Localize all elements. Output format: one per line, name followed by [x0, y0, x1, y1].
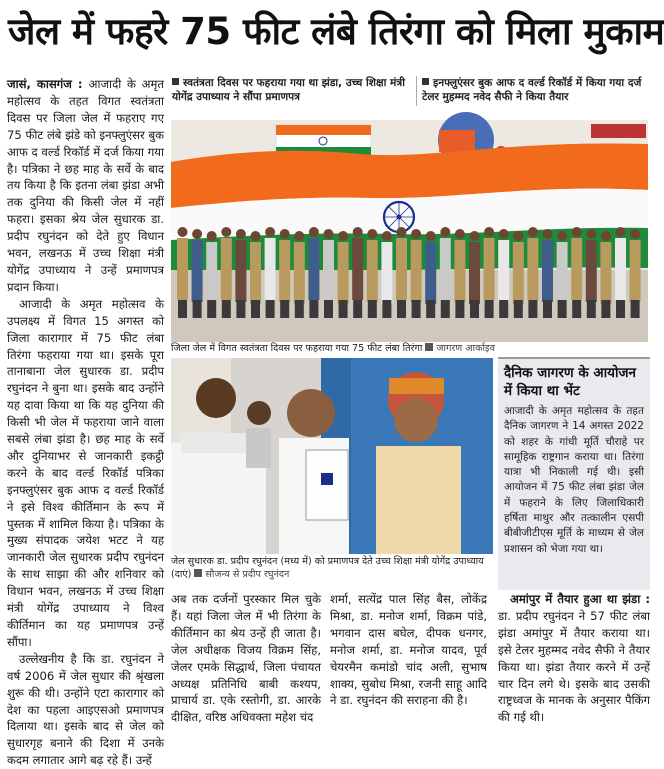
paragraph-3	[7, 651, 164, 769]
camera-icon	[425, 343, 433, 351]
flag-photo-caption	[171, 343, 648, 356]
article-column-1	[7, 76, 164, 768]
camera-icon	[194, 569, 202, 577]
paragraph-2-text: आजादी के अमृत महोत्सव के उपलक्ष्य में विगत 15 अगस्त को जिला कारागार में 75 फीट लंबा तिरंगा फहराया गया था। इसके पूरा तानाबाना जेल सुधारक डा. प्रदीप रघुनंदन ने बुना था। इसके बाद उन्होंने यह दावा किया था कि यह दुनिया की किसी भी जेल में फहराया जाने वाला सबसे लंबा झंडा है। छह माह के सर्वे और दुनियाभर से जानकारी इकट्ठी करने के बाद वर्ल्ड रिकॉर्ड पत्रिका इनफ्लुएंसर बुक आफ द वर्ल्ड रिकॉर्ड ने इसे विश्व कीर्तिमान के रूप में पुस्तक में शामिल किया है। पत्रिका के मुख्य संपादक जयेश भटट ने यह जानकारी जेल सुधारक प्रदीप रघुनंदन के साथ साझा की और शनिवार को विधान भवन, लखनऊ में उच्च शिक्षा मंत्री योगेंद्र उपाध्याय ने विश्व कीर्तिमान का यह प्रमाणपत्र उन्हें सौंपा।	[7, 296, 164, 649]
certificate-photo-image	[171, 358, 493, 554]
paragraph-2	[7, 296, 164, 651]
sidebox-title: दैनिक जागरण के आयोजन में किया था भेंट	[504, 365, 637, 399]
caption-divider	[416, 76, 417, 106]
article-column-3	[330, 591, 487, 721]
flag-photo-image	[171, 120, 648, 342]
column-4-paragraph	[498, 591, 650, 726]
paragraph-3-text: उल्लेखनीय है कि डा. रघुनंदन ने वर्ष 2006 में जेल सुधार की श्रृंखला शुरू की थी। उन्होंने एटा कारागार को देश का पहला आइएसओ प्रमाणपत्र दिलाया था। इसके बाद से जेल को सुधारगृह बनाने की दिशा में उनके कदम लगातार आगे बढ़ रहे हैं। उन्हें	[7, 651, 164, 768]
caption-top-right	[422, 76, 650, 106]
column-4-text: डा. प्रदीप रघुनंदन ने 57 फीट लंबा झंडा अमांपुर में तैयार कराया था। इसे टेलर मुहम्मद नवेद सैफी ने तैयार किया था। झंडा तैयार करने में उन्हें चार दिन लगे थे। इसके बाद उसकी राष्ट्रध्वज के मानक के अनुसार पैकिंग की गई थी।	[498, 608, 650, 725]
article-column-4	[498, 591, 650, 725]
flag-photo-caption-text: जिला जेल में विगत स्वतंत्रता दिवस पर फहराया गया 75 फीट लंबा तिरंगा	[171, 343, 423, 354]
column-3-text: शर्मा, सत्येंद्र पाल सिंह बैस, लोकेंद्र मिश्रा, डा. मनोज शर्मा, विक्रम पांडे, भगवान दास बघेल, दीपक धनगर, मनोज शर्मा, डा. मनोज यादव, पूर्व चेयरमैन कमांडो चांद अली, सुभाष शाक्य, सुबोध मिश्रा, रजनी साहू आदि ने डा. रघुनंदन की सराहना की है।	[330, 592, 487, 708]
bullet-icon	[422, 78, 429, 85]
headline: जेल में फहरे 75 फीट लंबे तिरंगा को मिला मुकाम	[8, 10, 664, 53]
certificate-photo-caption	[171, 556, 493, 582]
caption-top-left-text: स्वतंत्रता दिवस पर फहराया गया था झंडा, उच्च शिक्षा मंत्री योगेंद्र उपाध्याय ने सौंपा प्रमाणपत्र	[172, 77, 405, 103]
flag-photo-credit: जागरण आर्काइव	[436, 343, 495, 354]
sidebox-body: आजादी के अमृत महोत्सव के तहत दैनिक जागरण ने 14 अगस्त 2022 को शहर के गांधी मूर्ति चौराहे पर सामूहिक राष्ट्रगान कराया था। तिरंगा यात्रा भी निकाली गई थी। इसी आयोजन में 75 फीट लंबा झंडा जेल में फहराने के लिए जिलाधिकारी हर्षिता माथुर और तत्कालीन एसपी बीबीजीटीएस मूर्ति के माध्यम से जेल प्रशासन को भेजा गया था।	[504, 405, 644, 555]
certificate-photo-credit: सौजन्य से प्रदीप रघुनंदन	[205, 568, 290, 580]
column-4-subhead: अमांपुर में तैयार हुआ था झंडा :	[510, 592, 650, 606]
flag-photo	[171, 120, 648, 342]
paragraph-1-text: आजादी के अमृत महोत्सव के तहत विगत स्वतंत्रता दिवस पर जिला जेल में फहराए गए 75 फीट लंबे झंडे को इनफ्लुएंसर बुक आफ द वर्ल्ड रिकॉर्ड में दर्ज किया गया है। पत्रिका ने छह माह के सर्वे के बाद तय किया है कि इतना लंबा झंडा अभी तक दुनिया की किसी जेल में नहीं फहरा। इसका श्रेय जेल सुधारक डा. प्रदीप रघुनंदन को देते हुए विधान भवन, लखनऊ में उच्च शिक्षा मंत्री योगेंद्र उपाध्याय ने उन्हें प्रमाणपत्र प्रदान किया।	[7, 77, 164, 294]
dateline: जासं, कासगंज :	[7, 77, 89, 91]
certificate-photo	[171, 358, 493, 554]
sidebox	[498, 357, 650, 590]
caption-top-left	[172, 76, 412, 106]
article-column-2	[171, 591, 321, 725]
column-2-text: अब तक दर्जनों पुरस्कार मिल चुके हैं। यहां जिला जेल में भी तिरंगा के कीर्तिमान का श्रेय उन्हें ही जाता है। जेल अधीक्षक विजय विक्रम सिंह, जेलर एमके सिद्धार्थ, जिला पंचायत अध्यक्ष प्रतिनिधि बाबी कश्यप, प्राचार्य डा. एके रस्तोगी, डा. आरके दीक्षित, वरिष्ठ अधिवक्ता महेश चंद	[171, 592, 321, 725]
caption-top-right-text: इनफ्लुएंसर बुक आफ द वर्ल्ड रिकॉर्ड में किया गया दर्ज टेलर मुहम्मद नवेद सैफी ने किया तैयार	[422, 77, 642, 103]
certificate-photo-caption-text: जेल सुधारक डा. प्रदीप रघुनंदन (मध्य में) को प्रमाणपत्र देते उच्च शिक्षा मंत्री योगेंद्र उपाध्याय (दाएं)	[171, 556, 484, 580]
paragraph-1	[7, 76, 164, 296]
bullet-icon	[172, 78, 179, 85]
